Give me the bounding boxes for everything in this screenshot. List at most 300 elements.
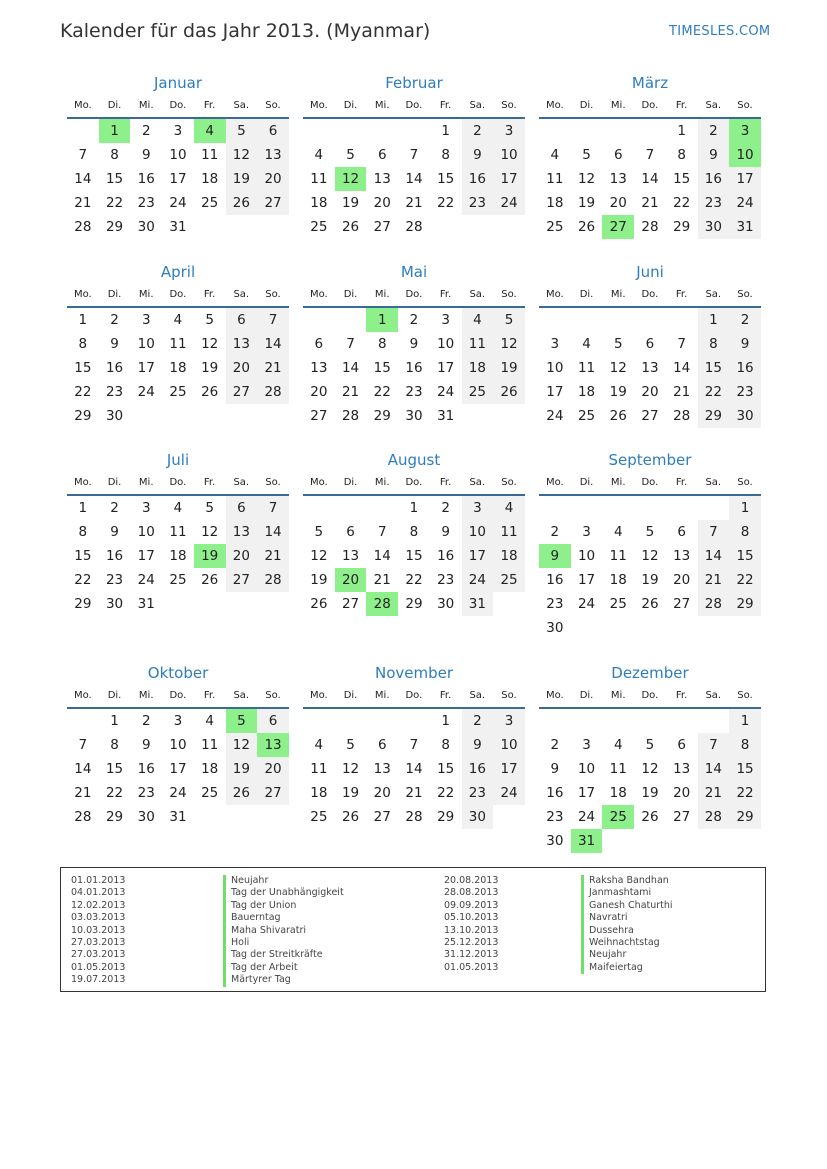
holiday-day-cell: 27 <box>602 215 634 239</box>
day-cell: 23 <box>462 781 494 805</box>
empty-cell <box>634 308 666 332</box>
legend-date: 10.03.2013 <box>71 924 126 936</box>
day-cell: 5 <box>226 119 258 143</box>
day-cell: 20 <box>226 356 258 380</box>
day-cell: 11 <box>462 332 494 356</box>
weekday-label: Mo. <box>309 477 328 488</box>
day-cell: 7 <box>409 737 419 753</box>
month-name: April <box>160 263 196 281</box>
day-cell: 10 <box>546 360 564 376</box>
day-cell: 17 <box>577 785 596 801</box>
day-cell: 18 <box>546 195 564 211</box>
day-cell: 19 <box>609 384 627 400</box>
day-cell: 17 <box>493 757 525 781</box>
day-cell: 17 <box>729 167 761 191</box>
day-cell: 30 <box>137 809 155 825</box>
month-3 <box>539 72 761 239</box>
day-cell: 8 <box>110 147 119 163</box>
weekday-label: Mo. <box>545 690 564 701</box>
day-cell: 8 <box>441 737 450 753</box>
legend-holiday-name: Ganesh Chaturthi <box>581 900 673 912</box>
day-cell: 29 <box>729 592 761 616</box>
legend-holiday-name: Dussehra <box>581 925 673 937</box>
day-cell: 10 <box>137 336 155 352</box>
weekday-label: So. <box>265 289 281 300</box>
month-name: Mai <box>400 263 428 281</box>
weekday-label: So. <box>265 477 281 488</box>
day-cell: 6 <box>257 119 289 143</box>
day-cell: 25 <box>169 572 187 588</box>
weekday-label: Di. <box>579 690 594 701</box>
day-cell: 22 <box>105 195 124 211</box>
day-cell: 14 <box>74 171 92 187</box>
day-cell: 14 <box>641 171 659 187</box>
day-cell: 28 <box>341 408 360 424</box>
day-cell: 20 <box>373 195 391 211</box>
empty-cell <box>539 119 571 143</box>
day-cell: 27 <box>310 408 328 424</box>
weekday-label: Fr. <box>203 477 216 488</box>
day-cell: 30 <box>546 620 564 636</box>
day-cell: 10 <box>437 336 455 352</box>
day-cell: 18 <box>169 360 187 376</box>
weekday-label: So. <box>501 100 517 111</box>
weekday-header <box>539 684 761 709</box>
day-cell: 11 <box>609 761 627 777</box>
day-cell: 25 <box>310 219 328 235</box>
day-cell: 25 <box>310 809 328 825</box>
day-cell: 12 <box>493 332 525 356</box>
day-cell: 23 <box>105 384 124 400</box>
day-cell: 24 <box>729 191 761 215</box>
month-10 <box>67 662 289 829</box>
day-cell: 2 <box>698 119 730 143</box>
holiday-day-cell: 5 <box>226 709 258 733</box>
day-cell: 18 <box>609 785 627 801</box>
day-cell: 6 <box>613 147 623 163</box>
day-cell: 5 <box>346 147 355 163</box>
day-cell: 26 <box>226 191 258 215</box>
day-cell: 24 <box>137 384 155 400</box>
day-cell: 27 <box>257 781 289 805</box>
day-cell: 20 <box>310 384 328 400</box>
holiday-day-cell: 19 <box>194 544 226 568</box>
legend-holiday-name: Bauerntag <box>223 912 344 924</box>
day-cell: 7 <box>377 524 387 540</box>
day-cell: 13 <box>226 332 258 356</box>
day-cell: 25 <box>577 408 596 424</box>
day-cell: 23 <box>105 572 124 588</box>
day-cell: 11 <box>493 520 525 544</box>
day-cell: 27 <box>226 380 258 404</box>
day-cell: 21 <box>74 785 92 801</box>
day-cell: 26 <box>493 380 525 404</box>
day-grid <box>67 709 289 829</box>
day-cell: 9 <box>462 143 494 167</box>
weekday-label: Mi. <box>610 477 626 488</box>
day-cell: 12 <box>641 761 659 777</box>
day-cell: 11 <box>201 147 219 163</box>
day-cell: 23 <box>437 572 455 588</box>
day-cell: 26 <box>341 809 360 825</box>
day-cell: 15 <box>74 548 92 564</box>
day-cell: 16 <box>698 167 730 191</box>
day-cell: 9 <box>729 332 761 356</box>
day-cell: 21 <box>341 384 360 400</box>
weekday-label: Fr. <box>439 100 452 111</box>
month-name: August <box>387 451 441 469</box>
empty-cell <box>398 119 430 143</box>
day-cell: 12 <box>341 761 360 777</box>
day-cell: 4 <box>613 524 623 540</box>
day-cell: 5 <box>645 737 655 753</box>
day-cell: 5 <box>205 312 214 328</box>
day-cell: 3 <box>493 709 525 733</box>
weekday-label: Do. <box>641 100 659 111</box>
day-cell: 27 <box>641 408 659 424</box>
day-cell: 17 <box>137 548 155 564</box>
empty-cell <box>539 496 571 520</box>
weekday-label: Mo. <box>545 100 564 111</box>
day-cell: 29 <box>74 596 92 612</box>
day-cell: 13 <box>373 761 391 777</box>
day-cell: 16 <box>137 761 155 777</box>
day-cell: 16 <box>137 171 155 187</box>
day-cell: 21 <box>257 544 289 568</box>
weekday-label: Di. <box>343 289 358 300</box>
day-cell: 30 <box>405 408 423 424</box>
holiday-day-cell: 31 <box>571 829 603 853</box>
day-cell: 7 <box>257 308 289 332</box>
weekday-label: Mo. <box>73 690 92 701</box>
day-cell: 4 <box>462 308 494 332</box>
weekday-label: Do. <box>405 477 423 488</box>
legend-holiday-name: Tag der Union <box>223 900 344 912</box>
weekday-label: Sa. <box>233 477 250 488</box>
day-cell: 21 <box>74 195 92 211</box>
day-cell: 15 <box>74 360 92 376</box>
legend-date: 28.08.2013 <box>444 887 499 899</box>
day-cell: 17 <box>137 360 155 376</box>
day-cell: 8 <box>409 524 419 540</box>
day-cell: 13 <box>341 548 360 564</box>
weekday-label: Di. <box>579 289 594 300</box>
day-cell: 28 <box>74 809 92 825</box>
day-cell: 5 <box>645 524 655 540</box>
day-cell: 19 <box>493 356 525 380</box>
page-title: Kalender für das Jahr 2013. (Myanmar) <box>60 20 431 42</box>
empty-cell <box>335 308 367 332</box>
day-cell: 10 <box>169 737 187 753</box>
day-cell: 6 <box>677 524 686 540</box>
month-11 <box>303 662 525 829</box>
day-cell: 24 <box>437 384 455 400</box>
day-cell: 3 <box>493 119 525 143</box>
day-cell: 17 <box>437 360 455 376</box>
day-cell: 5 <box>346 737 355 753</box>
empty-cell <box>303 709 335 733</box>
weekday-label: Do. <box>641 477 659 488</box>
day-cell: 28 <box>698 592 730 616</box>
day-cell: 24 <box>493 781 525 805</box>
day-cell: 22 <box>405 572 423 588</box>
weekday-label: Di. <box>107 289 122 300</box>
weekday-label: Mo. <box>73 477 92 488</box>
weekday-label: Sa. <box>469 477 486 488</box>
day-cell: 24 <box>493 191 525 215</box>
day-cell: 6 <box>645 336 655 352</box>
weekday-label: Sa. <box>469 289 486 300</box>
legend-holiday-name: Navratri <box>581 912 673 924</box>
weekday-label: Do. <box>169 289 187 300</box>
day-cell: 16 <box>546 785 564 801</box>
weekday-label: Sa. <box>233 100 250 111</box>
day-cell: 20 <box>257 757 289 781</box>
day-cell: 31 <box>137 596 155 612</box>
day-grid <box>67 308 289 428</box>
legend-date: 27.03.2013 <box>71 949 126 961</box>
day-cell: 4 <box>493 496 525 520</box>
day-cell: 24 <box>462 568 494 592</box>
legend-dates-col-2 <box>444 875 498 974</box>
day-cell: 2 <box>409 312 419 328</box>
empty-cell <box>666 496 698 520</box>
day-cell: 2 <box>462 709 494 733</box>
day-grid <box>539 496 761 640</box>
empty-cell <box>666 709 698 733</box>
weekday-label: Di. <box>343 690 358 701</box>
empty-cell <box>666 308 698 332</box>
day-cell: 31 <box>462 592 494 616</box>
empty-cell <box>335 496 367 520</box>
legend-holiday-name: Neujahr <box>581 949 673 961</box>
day-cell: 22 <box>105 785 124 801</box>
empty-cell <box>571 496 603 520</box>
day-cell: 2 <box>462 119 494 143</box>
day-cell: 12 <box>226 733 258 757</box>
day-cell: 11 <box>310 761 328 777</box>
day-cell: 2 <box>729 308 761 332</box>
day-cell: 28 <box>74 219 92 235</box>
holiday-day-cell: 25 <box>602 805 634 829</box>
day-cell: 26 <box>341 219 360 235</box>
day-cell: 1 <box>729 709 761 733</box>
day-cell: 25 <box>462 380 494 404</box>
day-cell: 25 <box>546 219 564 235</box>
day-cell: 2 <box>550 737 560 753</box>
day-cell: 13 <box>226 520 258 544</box>
day-cell: 8 <box>677 147 686 163</box>
day-cell: 29 <box>105 219 124 235</box>
day-cell: 5 <box>314 524 324 540</box>
day-cell: 5 <box>493 308 525 332</box>
empty-cell <box>634 119 666 143</box>
legend-names-col-2 <box>581 875 673 974</box>
day-cell: 11 <box>201 737 219 753</box>
day-cell: 7 <box>78 147 88 163</box>
day-cell: 19 <box>201 360 219 376</box>
weekday-header <box>303 283 525 308</box>
day-cell: 23 <box>405 384 423 400</box>
day-cell: 21 <box>257 356 289 380</box>
day-cell: 14 <box>698 757 730 781</box>
day-cell: 2 <box>110 312 119 328</box>
empty-cell <box>398 709 430 733</box>
day-cell: 7 <box>698 520 730 544</box>
weekday-label: So. <box>501 289 517 300</box>
weekday-label: Fr. <box>203 690 216 701</box>
day-grid <box>303 119 525 239</box>
day-cell: 25 <box>169 384 187 400</box>
weekday-header <box>67 471 289 496</box>
day-cell: 3 <box>550 336 560 352</box>
day-cell: 9 <box>110 524 119 540</box>
day-cell: 29 <box>74 408 92 424</box>
empty-cell <box>303 119 335 143</box>
day-cell: 4 <box>613 737 623 753</box>
day-cell: 31 <box>729 215 761 239</box>
month-name: März <box>631 74 669 92</box>
day-cell: 24 <box>169 785 187 801</box>
day-cell: 22 <box>673 195 691 211</box>
empty-cell <box>571 709 603 733</box>
day-cell: 1 <box>78 500 88 516</box>
weekday-label: So. <box>737 477 753 488</box>
month-name: Oktober <box>147 664 209 682</box>
weekday-label: Di. <box>107 690 122 701</box>
day-cell: 23 <box>137 785 155 801</box>
weekday-label: Do. <box>405 690 423 701</box>
month-name: Januar <box>154 74 202 92</box>
day-cell: 3 <box>582 524 591 540</box>
day-cell: 29 <box>698 404 730 428</box>
month-9 <box>539 449 761 640</box>
day-cell: 30 <box>698 215 730 239</box>
day-cell: 12 <box>201 336 219 352</box>
day-cell: 29 <box>373 408 391 424</box>
day-cell: 24 <box>546 408 564 424</box>
weekday-label: Fr. <box>439 289 452 300</box>
day-cell: 29 <box>437 809 455 825</box>
day-cell: 22 <box>437 785 455 801</box>
day-cell: 10 <box>577 548 596 564</box>
weekday-label: Mi. <box>138 690 154 701</box>
legend-holiday-name: Märtyrer Tag <box>223 974 344 986</box>
day-cell: 13 <box>310 360 328 376</box>
day-cell: 27 <box>673 809 691 825</box>
day-cell: 20 <box>641 384 659 400</box>
day-cell: 23 <box>137 195 155 211</box>
day-cell: 3 <box>141 312 151 328</box>
day-cell: 28 <box>257 568 289 592</box>
weekday-label: Fr. <box>675 477 688 488</box>
legend-date: 05.10.2013 <box>444 912 499 924</box>
day-cell: 20 <box>673 785 691 801</box>
weekday-label: Sa. <box>705 289 722 300</box>
day-cell: 25 <box>201 195 219 211</box>
month-12 <box>539 662 761 853</box>
day-cell: 9 <box>110 336 119 352</box>
day-cell: 17 <box>462 544 494 568</box>
day-cell: 18 <box>310 195 328 211</box>
day-cell: 23 <box>462 191 494 215</box>
day-cell: 15 <box>698 356 730 380</box>
weekday-label: Mi. <box>610 100 626 111</box>
day-cell: 4 <box>173 500 183 516</box>
day-cell: 27 <box>226 568 258 592</box>
weekday-header <box>67 94 289 119</box>
day-cell: 21 <box>698 781 730 805</box>
day-cell: 12 <box>226 143 258 167</box>
day-cell: 3 <box>141 500 151 516</box>
legend-holiday-name: Tag der Arbeit <box>223 962 344 974</box>
weekday-header <box>303 94 525 119</box>
day-cell: 4 <box>173 312 183 328</box>
brand-link[interactable]: TIMESLES.COM <box>669 24 771 39</box>
day-cell: 21 <box>405 195 423 211</box>
weekday-header <box>539 94 761 119</box>
day-cell: 11 <box>169 336 187 352</box>
day-cell: 11 <box>577 360 596 376</box>
day-cell: 23 <box>546 809 564 825</box>
day-cell: 10 <box>137 524 155 540</box>
day-cell: 14 <box>257 332 289 356</box>
day-cell: 23 <box>698 191 730 215</box>
weekday-label: Di. <box>579 100 594 111</box>
empty-cell <box>539 308 571 332</box>
day-cell: 22 <box>437 195 455 211</box>
weekday-label: Sa. <box>705 690 722 701</box>
day-cell: 9 <box>141 737 151 753</box>
weekday-label: Fr. <box>675 100 688 111</box>
day-cell: 7 <box>257 496 289 520</box>
day-cell: 21 <box>673 384 691 400</box>
day-cell: 14 <box>74 761 92 777</box>
empty-cell <box>602 496 634 520</box>
day-cell: 15 <box>105 171 124 187</box>
day-cell: 7 <box>677 336 686 352</box>
day-cell: 1 <box>441 123 450 139</box>
weekday-label: Mi. <box>138 289 154 300</box>
day-cell: 28 <box>405 809 423 825</box>
day-cell: 27 <box>341 596 360 612</box>
empty-cell <box>366 496 398 520</box>
day-cell: 4 <box>205 713 214 729</box>
day-cell: 12 <box>201 524 219 540</box>
legend-date: 01.05.2013 <box>71 961 126 973</box>
day-cell: 4 <box>314 737 324 753</box>
day-cell: 30 <box>462 805 494 829</box>
day-grid <box>539 308 761 428</box>
day-cell: 25 <box>201 785 219 801</box>
month-8 <box>303 449 525 616</box>
day-cell: 14 <box>257 520 289 544</box>
day-cell: 18 <box>493 544 525 568</box>
weekday-label: Fr. <box>675 289 688 300</box>
day-cell: 22 <box>698 380 730 404</box>
day-cell: 17 <box>169 761 187 777</box>
day-cell: 10 <box>169 147 187 163</box>
weekday-label: Mo. <box>73 289 92 300</box>
weekday-label: Mi. <box>374 690 390 701</box>
month-name: Juni <box>636 263 664 281</box>
legend-date: 01.01.2013 <box>71 875 126 886</box>
day-cell: 4 <box>550 147 560 163</box>
day-cell: 6 <box>677 737 686 753</box>
day-grid <box>303 496 525 616</box>
day-cell: 1 <box>729 496 761 520</box>
day-cell: 26 <box>310 596 328 612</box>
